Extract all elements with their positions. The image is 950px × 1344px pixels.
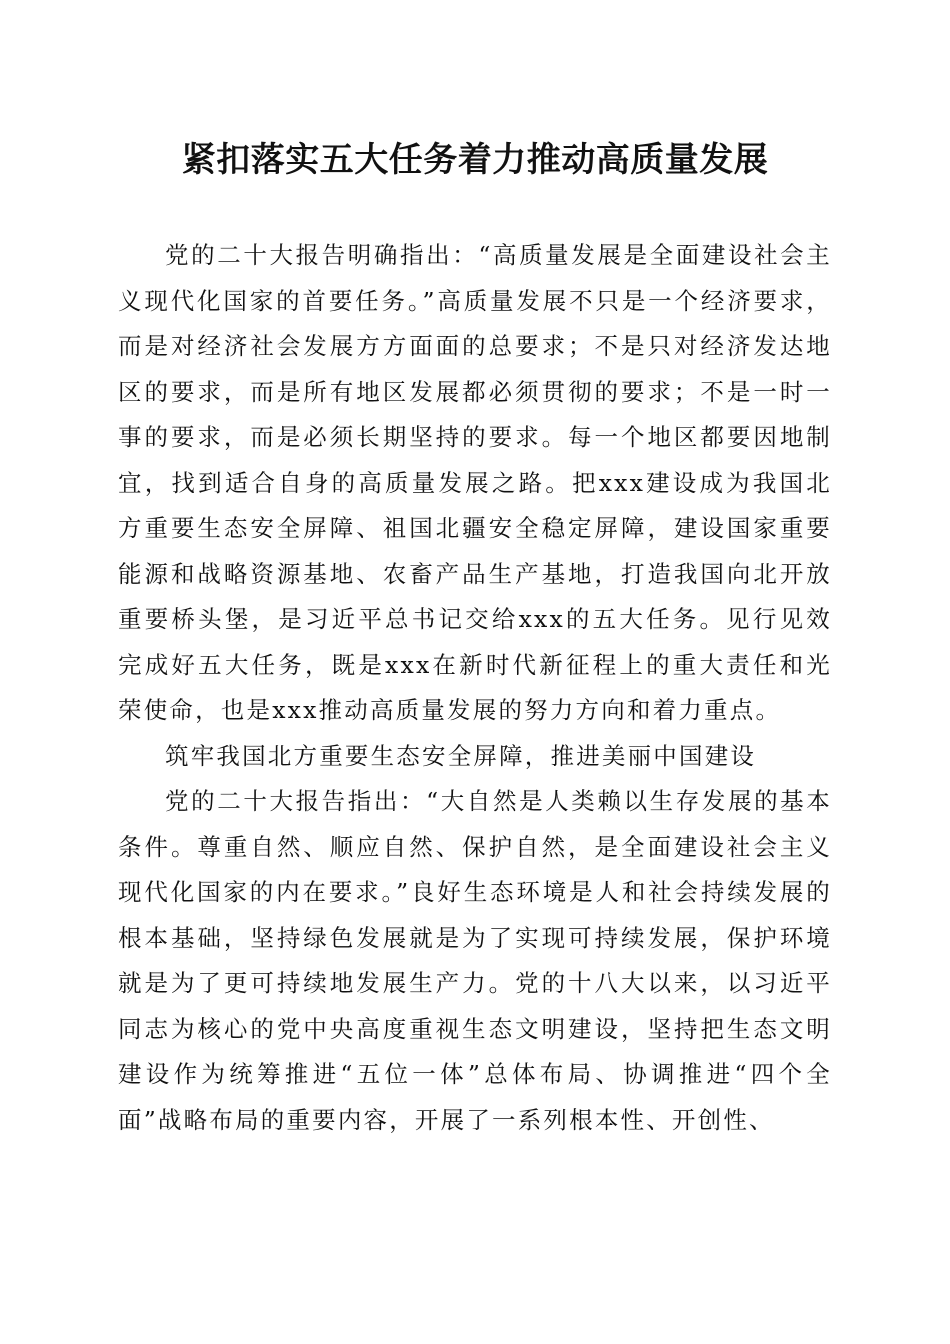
- document-title: 紧扣落实五大任务着力推动高质量发展: [181, 140, 769, 180]
- paragraph-ecology: 党的二十大报告指出：“大自然是人类赖以生存发展的基本条件。尊重自然、顺应自然、保护自然，是全面建设社会主义现代化国家的内在要求。”良好生态环境是人和社会持续发展的根本基础，坚持绿色发展就是为了实现可持续发展，保护环境就是为了更可持续地发展生产力。党的十八大以来，以习近平同志为核心的党中央高度重视生态文明建设，坚持把生态文明建设作为统筹推进“五位一体”总体布局、协调推进“四个全面”战略布局的重要内容，开展了一系列根本性、开创性、: [118, 787, 832, 1134]
- section-heading-ecology: 筑牢我国北方重要生态安全屏障，推进美丽中国建设: [165, 741, 757, 770]
- document-body: [118, 233, 832, 1143]
- paragraph-intro: 党的二十大报告明确指出：“高质量发展是全面建设社会主义现代化国家的首要任务。”高质量发展不只是一个经济要求，而是对经济社会发展方方面面的总要求；不是只对经济发达地区的要求，而是所有地区发展都必须贯彻的要求；不是一时一事的要求，而是必须长期坚持的要求。每一个地区都要因地制宜，找到适合自身的高质量发展之路。把xxx建设成为我国北方重要生态安全屏障、祖国北疆安全稳定屏障，建设国家重要能源和战略资源基地、农畜产品生产基地，打造我国向北开放重要桥头堡，是习近平总书记交给xxx的五大任务。见行见效完成好五大任务，既是xxx在新时代新征程上的重大责任和光荣使命，也是xxx推动高质量发展的努力方向和着力重点。: [118, 241, 832, 724]
